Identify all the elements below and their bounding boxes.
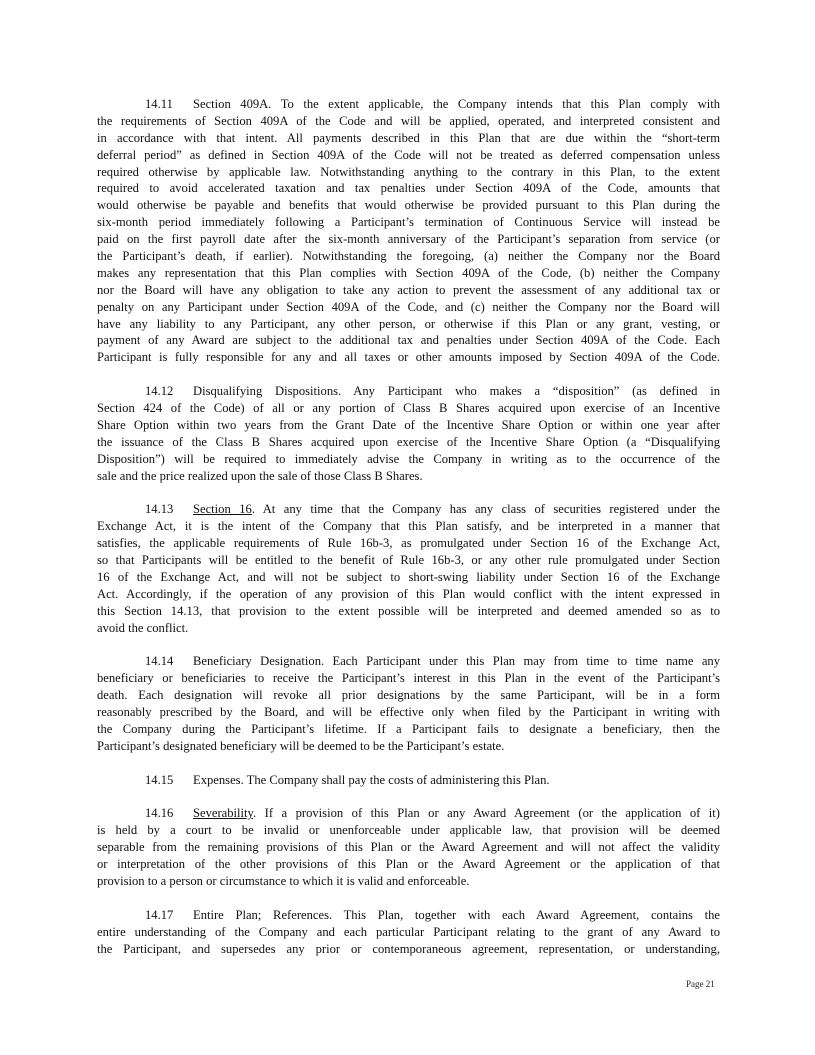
paragraph-line: have any liability to any Participant, any other person, or otherwise if this Plan or any grant, vesting, or bbox=[97, 316, 720, 331]
paragraph-line: satisfies, the applicable requirements of Rule 16b-3, as promulgated under Section 16 of the Exchange Act, bbox=[97, 536, 720, 551]
paragraph-line: death. Each designation will revoke all prior designations by the same Participant, will be in a form bbox=[97, 688, 720, 703]
paragraph-line: the Company during the Participant’s lifetime. If a Participant fails to designate a beneficiary, then the bbox=[97, 721, 720, 736]
section-paragraph bbox=[97, 383, 720, 484]
paragraph-line: sale and the price realized upon the sale of those Class B Shares. bbox=[97, 468, 423, 483]
paragraph-line: deferral period” as defined in Section 409A of the Code will not be treated as deferred compensation unless bbox=[97, 147, 720, 162]
section-heading: Section 16 bbox=[193, 502, 252, 517]
page-number: Page 21 bbox=[686, 979, 715, 989]
paragraph-line: or interpretation of the other provisions of this Plan or the Award Agreement or the application of that bbox=[97, 857, 720, 872]
paragraph-line bbox=[97, 383, 720, 400]
section-number: 14.15 bbox=[145, 772, 174, 787]
paragraph-line: the Participant, and supersedes any prior or contemporaneous agreement, representation, or understanding, bbox=[97, 941, 720, 956]
first-line-rest: Entire Plan; References. This Plan, together with each Award Agreement, contains the bbox=[193, 907, 720, 922]
paragraph-line: the requirements of Section 409A of the Code and will be applied, operated, and interpreted consistent and bbox=[97, 113, 720, 128]
paragraph-line: penalty on any Participant under Section 409A of the Code, and (c) neither the Company nor the Board will bbox=[97, 299, 720, 314]
paragraph-line: Participant’s designated beneficiary will be deemed to be the Participant’s estate. bbox=[97, 738, 505, 753]
paragraph-line: the Participant’s death, if earlier). Notwithstanding the foregoing, (a) neither the Company nor the Board bbox=[97, 249, 720, 264]
paragraph-line: makes any representation that this Plan complies with Section 409A of the Code, (b) neither the Company bbox=[97, 265, 720, 280]
paragraph-line: payment of any Award are subject to the additional tax and penalties under Section 409A of the Code. Each bbox=[97, 333, 720, 348]
section-number: 14.16 bbox=[145, 806, 174, 821]
paragraph-line: provision to a person or circumstance to which it is valid and enforceable. bbox=[97, 873, 470, 888]
section-number: 14.17 bbox=[145, 907, 174, 922]
paragraph-line: so that Participants will be entitled to the benefit of Rule 16b-3, or any other rule promulgated under Section bbox=[97, 553, 720, 568]
first-line-rest: . At any time that the Company has any class of securities registered under the bbox=[251, 502, 720, 517]
section-paragraph bbox=[97, 501, 720, 636]
paragraph-line: paid on the first payroll date after the six-month anniversary of the Participant’s separation from service (or bbox=[97, 232, 720, 247]
paragraph-line: would otherwise be payable and benefits that would otherwise be provided pursuant to this Plan during the bbox=[97, 198, 720, 213]
paragraph-line: beneficiary or beneficiaries to receive the Participant’s interest in this Plan in the event of the Participant’s bbox=[97, 671, 720, 686]
paragraph-line: Section 424 of the Code) of all or any portion of Class B Shares acquired upon exercise of an Incentive bbox=[97, 401, 720, 416]
paragraph-line: Disposition”) will be required to immediately advise the Company in writing as to the occurrence of the bbox=[97, 451, 720, 466]
first-line-text bbox=[193, 907, 720, 924]
first-line-rest: Disqualifying Dispositions. Any Participant who makes a “disposition” (as defined in bbox=[193, 384, 720, 399]
paragraph-line: in accordance with that intent. All payments described in this Plan that are due within the “short-term bbox=[97, 130, 720, 145]
paragraph-line: six-month period immediately following a Participant’s termination of Continuous Service will instead be bbox=[97, 215, 720, 230]
section-number: 14.11 bbox=[145, 97, 173, 111]
paragraph-line bbox=[97, 653, 720, 670]
first-line-text bbox=[193, 96, 720, 113]
paragraph-line: 16 of the Exchange Act, and will not be subject to short-swing liability under Section 16 of the Exchange bbox=[97, 569, 720, 584]
section-number: 14.14 bbox=[145, 654, 174, 669]
section-paragraph bbox=[97, 96, 720, 366]
paragraph-line bbox=[97, 772, 720, 789]
paragraph-line: required otherwise by applicable law. Notwithstanding anything to the contrary in this Plan, to the extent bbox=[97, 164, 720, 179]
paragraph-line: this Section 14.13, that provision to the extent possible will be interpreted and deemed amended so as to bbox=[97, 603, 720, 618]
first-line-text bbox=[193, 772, 720, 789]
section-paragraph bbox=[97, 805, 720, 889]
section-paragraph bbox=[97, 907, 720, 958]
paragraph-line bbox=[97, 96, 720, 113]
first-line-rest: Beneficiary Designation. Each Participant under this Plan may from time to time name any bbox=[193, 654, 720, 669]
section-number: 14.13 bbox=[145, 502, 174, 517]
paragraph-line: Act. Accordingly, if the operation of any provision of this Plan would conflict with the intent expressed in bbox=[97, 586, 720, 601]
section-paragraph bbox=[97, 653, 720, 754]
first-line-text bbox=[193, 383, 720, 400]
paragraph-line bbox=[97, 805, 720, 822]
paragraph-line: Exchange Act, it is the intent of the Company that this Plan satisfy, and be interpreted in a manner that bbox=[97, 519, 720, 534]
paragraph-line: required to avoid accelerated taxation and tax penalties under Section 409A of the Code, amounts that bbox=[97, 181, 720, 196]
section-paragraph bbox=[97, 772, 720, 789]
paragraph-line: the issuance of the Class B Shares acquired upon exercise of the Incentive Share Option (a “Disqualifying bbox=[97, 434, 720, 449]
first-line-text bbox=[193, 805, 720, 822]
paragraph-line: Participant is fully responsible for any and all taxes or other amounts imposed by Section 409A of the Code. bbox=[97, 350, 720, 365]
paragraph-line: reasonably prescribed by the Board, and will be effective only when filed by the Participant in writing with bbox=[97, 705, 720, 720]
paragraph-line bbox=[97, 501, 720, 518]
first-line-text bbox=[193, 501, 720, 518]
first-line-rest: Section 409A. To the extent applicable, the Company intends that this Plan comply with bbox=[193, 97, 720, 111]
paragraph-line: separable from the remaining provisions of this Plan or the Award Agreement and will not affect the validity bbox=[97, 840, 720, 855]
first-line-text bbox=[193, 653, 720, 670]
first-line-rest: Expenses. The Company shall pay the costs of administering this Plan. bbox=[193, 772, 550, 787]
paragraph-line: entire understanding of the Company and each particular Participant relating to the grant of any Award to bbox=[97, 924, 720, 939]
section-heading: Severability bbox=[193, 806, 254, 821]
first-line-rest: . If a provision of this Plan or any Award Agreement (or the application of it) bbox=[253, 806, 720, 821]
document-body bbox=[97, 96, 720, 974]
paragraph-line: Share Option within two years from the Grant Date of the Incentive Share Option or within one year after bbox=[97, 417, 720, 432]
paragraph-line: nor the Board will have any obligation to take any action to prevent the assessment of any additional tax or bbox=[97, 282, 720, 297]
paragraph-line: is held by a court to be invalid or unenforceable under applicable law, that provision will be deemed bbox=[97, 823, 720, 838]
paragraph-line bbox=[97, 907, 720, 924]
paragraph-line: avoid the conflict. bbox=[97, 620, 189, 635]
section-number: 14.12 bbox=[145, 384, 174, 399]
